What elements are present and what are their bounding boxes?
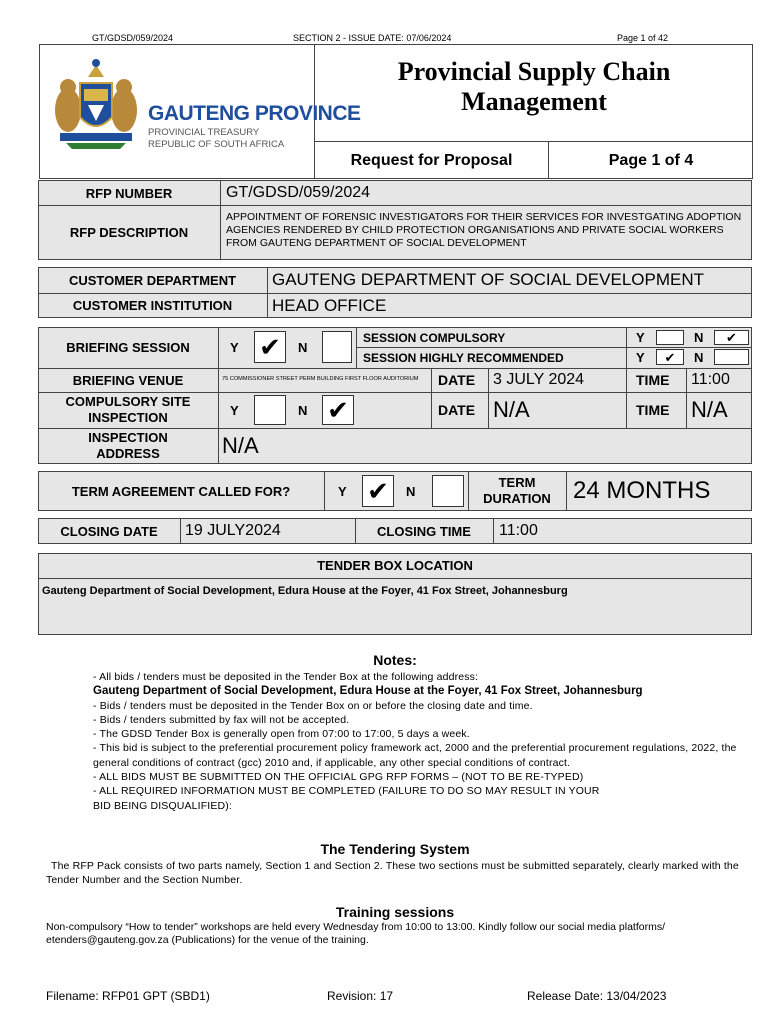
notes-address: Gauteng Department of Social Development, Edura House at the Foyer, 41 Fox Street, Johannesburg: [93, 685, 643, 698]
header-ref: GT/GDSD/059/2024: [92, 33, 174, 43]
inspection-label-line1: COMPULSORY SITE: [65, 394, 191, 409]
term-duration-label: [468, 475, 566, 507]
inspection-time: N/A: [691, 397, 728, 422]
briefing-n-label: N: [298, 340, 308, 355]
closing-time-label: CLOSING TIME: [377, 523, 471, 539]
logo-name: GAUTENG PROVINCE: [148, 102, 361, 125]
briefing-y-label: Y: [230, 340, 239, 355]
recommended-yes-checkbox[interactable]: ✔: [656, 349, 684, 365]
compulsory-no-checkbox[interactable]: ✔: [714, 330, 749, 345]
inspection-y-label: Y: [230, 402, 239, 418]
notes-line: - ALL REQUIRED INFORMATION MUST BE COMPLETED (FAILURE TO DO SO MAY RESULT IN YOUR: [93, 785, 600, 798]
inspection-address-line2: ADDRESS: [96, 446, 160, 461]
term-n-label: N: [406, 483, 416, 499]
tendering-text: The RFP Pack consists of two parts namely, Section 1 and Section 2. These two sections must be submitted separately, clearly marked with the Tender Number and the Section Number.: [46, 860, 739, 887]
customer-department: GAUTENG DEPARTMENT OF SOCIAL DEVELOPMENT: [272, 270, 704, 289]
term-duration-line1: TERM: [498, 475, 536, 490]
closing-time: 11:00: [499, 522, 538, 539]
inspection-time-label: TIME: [636, 402, 670, 418]
rfp-number-label: RFP NUMBER: [85, 185, 173, 201]
customer-institution-label: CUSTOMER INSTITUTION: [72, 298, 233, 313]
rfp-description: APPOINTMENT OF FORENSIC INVESTIGATORS FOR THEIR SERVICES FOR INVESTGATING ADOPTION AGENCIES RENDERED BY CHILD PROTECTION ORGANISATIONS AND PRIVATE SOCIAL WORKERS FROM GAUTENG DEPARTMENT OF SOCIAL DEVELOPMENT: [226, 211, 742, 249]
customer-institution: HEAD OFFICE: [272, 295, 387, 315]
term-y-label: Y: [338, 483, 347, 499]
compulsory-n-label: N: [694, 330, 704, 345]
inspection-address-label: [38, 430, 218, 462]
session-compulsory-label: SESSION COMPULSORY: [363, 330, 506, 345]
inspection-label: [38, 394, 218, 426]
notes-title: Notes:: [373, 652, 417, 668]
briefing-yes-checkbox[interactable]: ✔: [254, 331, 286, 363]
subtitle-rfp: Request for Proposal: [350, 152, 513, 169]
inspection-label-line2: INSPECTION: [88, 410, 168, 425]
header-section: SECTION 2 - ISSUE DATE: 07/06/2024: [293, 33, 452, 43]
term-no-checkbox[interactable]: [432, 475, 464, 507]
notes-line: - The GDSD Tender Box is generally open from 07:00 to 17:00, 5 days a week.: [93, 728, 470, 741]
inspection-date-label: DATE: [438, 402, 476, 418]
subtitle-page: Page 1 of 4: [608, 152, 694, 169]
session-recommended-label: SESSION HIGHLY RECOMMENDED: [363, 350, 564, 365]
briefing-venue: 75 COMMISSIONER STREET PERM BUILDING FIRST FLOOR AUDITORIUM: [222, 376, 419, 382]
term-duration: 24 MONTHS: [573, 477, 711, 504]
logo-line2: REPUBLIC OF SOUTH AFRICA: [148, 139, 285, 150]
notes-line: BID BEING DISQUALIFIED):: [93, 799, 232, 812]
inspection-no-checkbox[interactable]: ✔: [322, 395, 354, 425]
footer-revision: Revision: 17: [327, 989, 394, 1003]
closing-date-label: CLOSING DATE: [60, 523, 158, 539]
term-yes-checkbox[interactable]: ✔: [362, 475, 394, 507]
notes-line: - All bids / tenders must be deposited in the Tender Box at the following address:: [93, 671, 479, 683]
closing-date: 19 JULY2024: [185, 522, 281, 539]
briefing-session-label: BRIEFING SESSION: [66, 340, 190, 355]
notes-line: - This bid is subject to the preferential procurement policy framework act, 2000 and the preferential procurement regulations, 2022, the general conditions of contract (gcc) 2010 and, if applicable, any other special conditions of contract.: [93, 742, 737, 769]
customer-department-label: CUSTOMER DEPARTMENT: [68, 272, 237, 288]
notes-line: - Bids / tenders submitted by fax will not be accepted.: [93, 713, 350, 726]
compulsory-y-label: Y: [636, 330, 645, 345]
recommended-n-label: N: [694, 350, 704, 365]
inspection-n-label: N: [298, 402, 308, 418]
page-title-line1: Provincial Supply Chain: [397, 57, 671, 86]
page-title: [315, 57, 753, 117]
inspection-yes-checkbox[interactable]: [254, 395, 286, 425]
briefing-venue-label: BRIEFING VENUE: [72, 372, 184, 388]
page-title-line2: Management: [461, 87, 607, 116]
footer-release: Release Date: 13/04/2023: [527, 989, 667, 1003]
training-title: Training sessions: [335, 904, 455, 920]
footer-filename: Filename: RFP01 GPT (SBD1): [46, 989, 210, 1003]
logo-line1: PROVINCIAL TREASURY: [148, 127, 260, 138]
coat-of-arms-icon: [46, 55, 146, 155]
briefing-date-label: DATE: [438, 372, 476, 388]
briefing-no-checkbox[interactable]: [322, 331, 352, 363]
term-duration-line2: DURATION: [483, 491, 551, 506]
briefing-date: 3 JULY 2024: [493, 371, 585, 388]
recommended-y-label: Y: [636, 350, 645, 365]
header-page: Page 1 of 42: [617, 33, 669, 43]
inspection-date: N/A: [493, 397, 530, 422]
rfp-description-label: RFP DESCRIPTION: [69, 225, 189, 240]
briefing-time: 11:00: [691, 371, 730, 388]
notes-line: - Bids / tenders must be deposited in the Tender Box on or before the closing date and time.: [93, 699, 533, 712]
tender-box-location: Gauteng Department of Social Development, Edura House at the Foyer, 41 Fox Street, Johannesburg: [42, 585, 568, 597]
tendering-title: The Tendering System: [320, 841, 470, 857]
training-text: Non-compulsory “How to tender” workshops are held every Wednesday from 10:00 to 13:00. Kindly follow our social media platforms/ etenders@gauteng.gov.za (Publications) for the venue of the training.: [46, 921, 666, 946]
inspection-address: N/A: [222, 433, 259, 458]
rfp-number: GT/GDSD/059/2024: [226, 184, 371, 201]
recommended-no-checkbox[interactable]: [714, 349, 749, 365]
briefing-time-label: TIME: [636, 372, 670, 388]
tender-box-title: TENDER BOX LOCATION: [317, 558, 473, 573]
notes-line: - ALL BIDS MUST BE SUBMITTED ON THE OFFICIAL GPG RFP FORMS – (NOT TO BE RE-TYPED): [93, 771, 584, 784]
notes-body: [93, 670, 753, 813]
term-agreement-label: TERM AGREEMENT CALLED FOR?: [71, 483, 291, 499]
inspection-address-line1: INSPECTION: [88, 430, 168, 445]
compulsory-yes-checkbox[interactable]: [656, 330, 684, 345]
